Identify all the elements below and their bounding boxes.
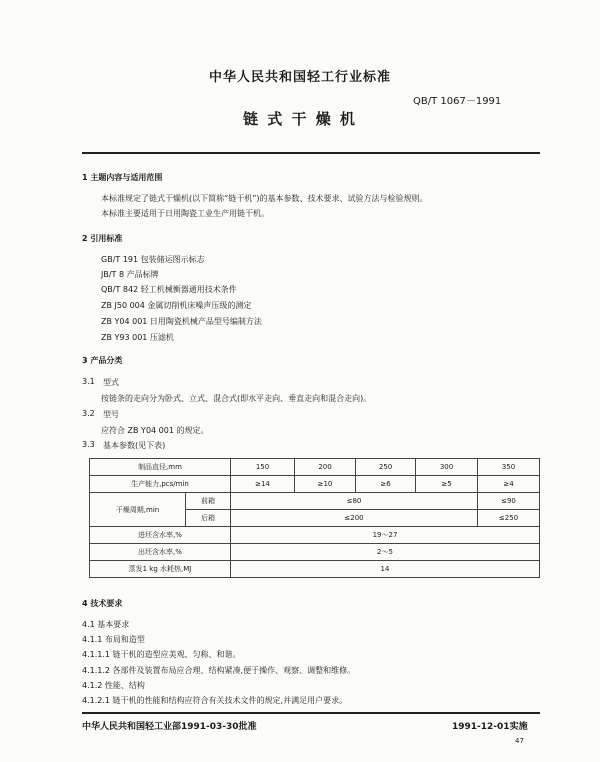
section-2-heading: 2 引用标准	[82, 234, 123, 243]
document-title: 链 式 干 燥 机	[243, 110, 357, 128]
section-3-heading: 3 产品分类	[82, 356, 123, 365]
row-label-diameter: 制品直径,mm	[90, 459, 231, 476]
section-4-1-1-2: 4.1.1.2 各部件及装置布局应合理、结构紧凑,便于操作、观察、调整和维修。	[82, 666, 356, 675]
table-row	[90, 527, 540, 544]
reference-item: QB/T 842 轻工机械衡器通用技术条件	[101, 285, 237, 294]
table-cell: 250	[356, 459, 416, 476]
table-cell: ≥10	[295, 476, 356, 493]
section-4-1: 4.1 基本要求	[82, 620, 130, 629]
table-row	[90, 476, 540, 493]
reference-item: ZB Y93 001 压滤机	[101, 333, 174, 342]
reference-item: ZB Y04 001 日用陶瓷机械产品型号编制方法	[101, 317, 262, 326]
section-3-1-text: 按链条的走向分为卧式、立式、混合式(即水平走向、垂直走向和混合走向)。	[101, 394, 372, 403]
table-cell: ≥5	[416, 476, 478, 493]
section-3-3-number: 3.3	[82, 440, 95, 449]
section-1-paragraph-2: 本标准主要适用于日用陶瓷工业生产用链干机。	[101, 209, 269, 218]
table-cell: 150	[231, 459, 295, 476]
approval-date: 中华人民共和国轻工业部1991-03-30批准	[82, 722, 257, 732]
row-label-out-moisture: 出坯含水率,%	[90, 544, 231, 561]
row-label-cycle: 干燥周期,min	[90, 493, 186, 527]
table-cell: ≤200	[231, 510, 478, 527]
page-number: 47	[515, 737, 524, 745]
section-4-1-1-1: 4.1.1.1 链干机的造型应美观、匀称、和谐。	[82, 650, 241, 659]
sub-label-front: 前箱	[186, 493, 231, 510]
table-cell: 300	[416, 459, 478, 476]
section-4-1-2: 4.1.2 性能、结构	[82, 681, 145, 690]
table-cell: 200	[295, 459, 356, 476]
section-3-1-title: 型式	[103, 378, 119, 387]
section-3-2-text: 应符合 ZB Y04 001 的规定。	[101, 426, 209, 435]
table-cell: ≥6	[356, 476, 416, 493]
table-cell: ≤90	[478, 493, 540, 510]
table-cell: 19～27	[231, 527, 540, 544]
header-rule	[82, 152, 540, 154]
table-cell: ≤250	[478, 510, 540, 527]
basic-parameters-table	[89, 458, 540, 578]
footer-rule	[82, 712, 540, 714]
standard-category-title: 中华人民共和国轻工行业标准	[208, 70, 391, 85]
reference-item: GB/T 191 包装储运图示标志	[101, 255, 205, 264]
section-4-1-1: 4.1.1 布局和造型	[82, 635, 145, 644]
effective-date: 1991-12-01实施	[452, 722, 528, 732]
table-cell: ≥4	[478, 476, 540, 493]
section-4-1-2-1: 4.1.2.1 链干机的性能和结构应符合有关技术文件的规定,并满足用户要求。	[82, 696, 348, 705]
section-1-heading: 1 主题内容与适用范围	[82, 173, 163, 182]
section-3-2-title: 型号	[103, 410, 119, 419]
section-4-heading: 4 技术要求	[82, 599, 123, 608]
table-row	[90, 493, 540, 510]
table-row	[90, 459, 540, 476]
row-label-in-moisture: 进坯含水率,%	[90, 527, 231, 544]
section-3-1-number: 3.1	[82, 377, 95, 386]
section-1-paragraph-1: 本标准规定了链式干燥机(以下简称“链干机”)的基本参数、技术要求、试验方法与检验规则。	[101, 194, 428, 203]
table-cell: 14	[231, 561, 540, 578]
sub-label-rear: 后箱	[186, 510, 231, 527]
row-label-heat: 蒸发1 kg 水耗热,MJ	[90, 561, 231, 578]
reference-item: JB/T 8 产品标牌	[101, 270, 159, 279]
table-row	[90, 561, 540, 578]
row-label-capacity: 生产能力,pcs/min	[90, 476, 231, 493]
table-cell: 2～5	[231, 544, 540, 561]
table-cell: ≥14	[231, 476, 295, 493]
section-3-3-title: 基本参数(见下表)	[103, 441, 166, 450]
reference-item: ZB J50 004 金属切削机床噪声压级的测定	[101, 301, 252, 310]
table-cell: 350	[478, 459, 540, 476]
table-cell: ≤80	[231, 493, 478, 510]
standard-code: QB/T 1067－1991	[413, 96, 502, 107]
section-3-2-number: 3.2	[82, 409, 95, 418]
table-row	[90, 544, 540, 561]
